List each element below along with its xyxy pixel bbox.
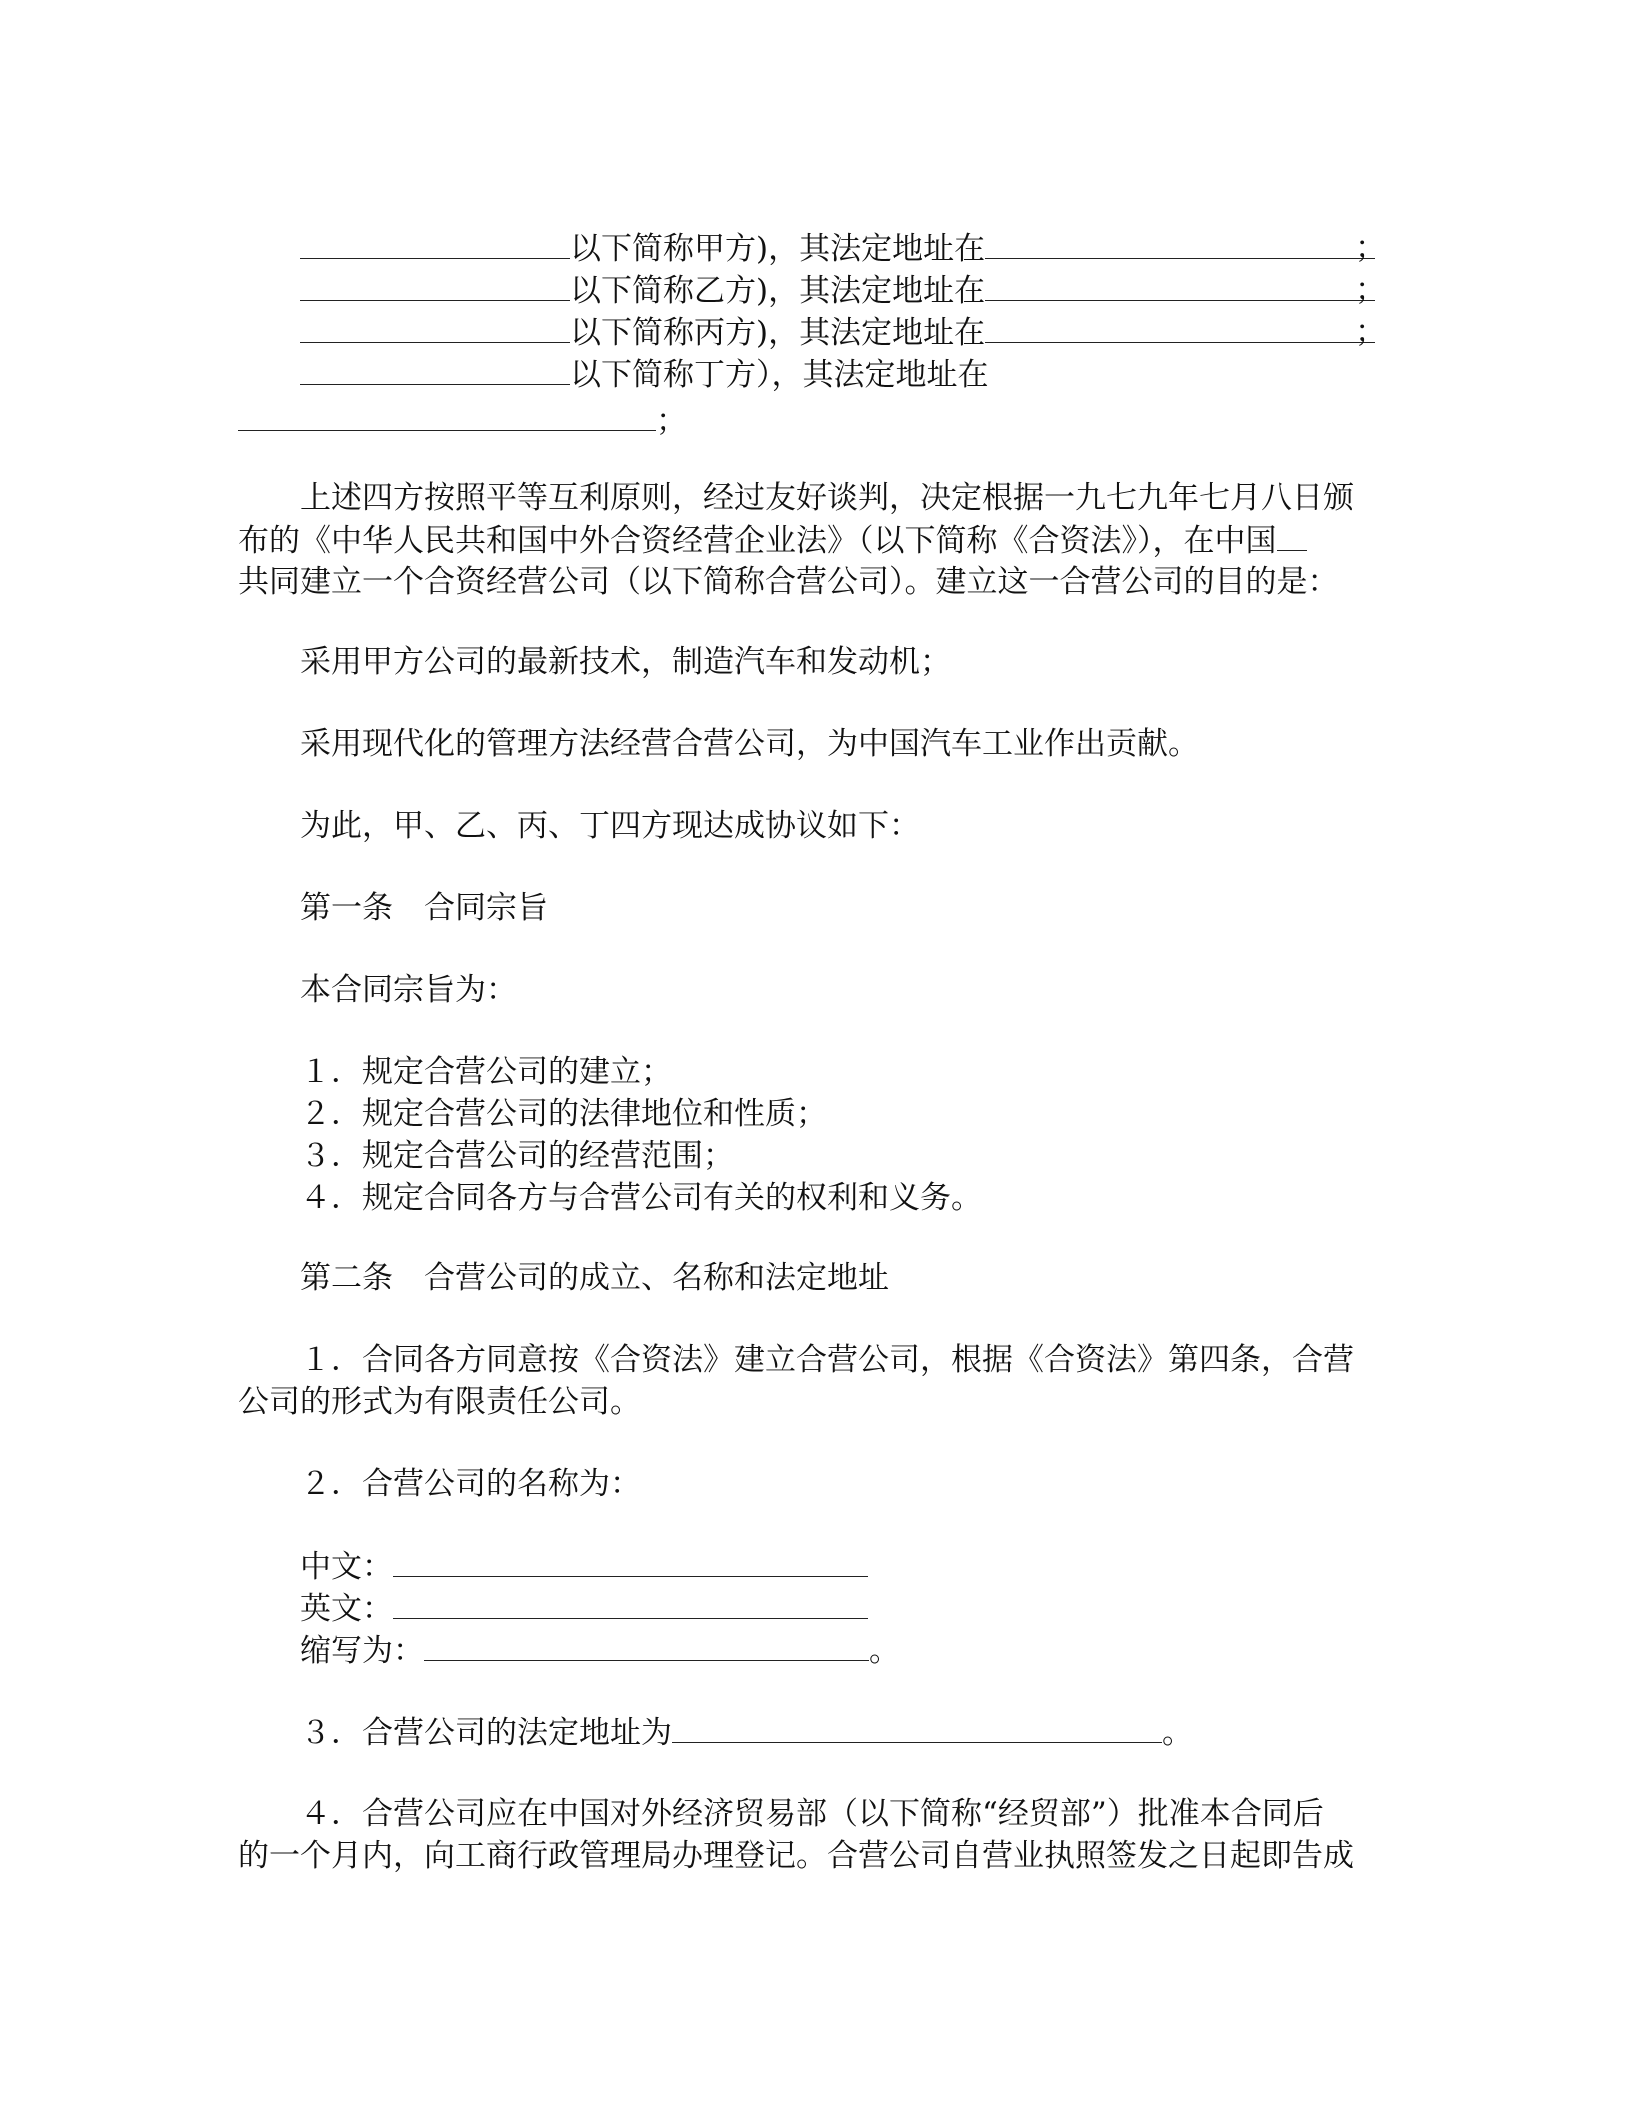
article-2-para-4-line-1: ４．合营公司应在中国对外经济贸易部（以下简称“经贸部”）批准本合同后: [300, 1796, 1324, 1832]
name-abbr-label: 缩写为：: [300, 1633, 424, 1669]
party-c-label: 以下简称丙方)，其法定地址在: [570, 315, 986, 351]
article-2-heading: 第二条 合营公司的成立、名称和法定地址: [300, 1260, 889, 1296]
party-d-address-blank[interactable]: [238, 400, 656, 431]
party-a-name-blank[interactable]: [300, 228, 570, 259]
address-blank[interactable]: [672, 1712, 1162, 1743]
article-1-item-4: ４．规定合同各方与合营公司有关的权利和义务。: [300, 1180, 982, 1216]
name-english-line: [300, 1588, 868, 1628]
party-d-address-line: [238, 400, 687, 440]
article-2-para-2: ２．合营公司的名称为：: [300, 1466, 641, 1502]
purpose-1: 采用甲方公司的最新技术，制造汽车和发动机；: [300, 644, 951, 680]
party-a-address-blank[interactable]: [985, 228, 1375, 259]
purpose-2: 采用现代化的管理方法经营合营公司，为中国汽车工业作出贡献。: [300, 726, 1199, 762]
name-chinese-label: 中文：: [300, 1549, 393, 1585]
name-english-label: 英文：: [300, 1591, 393, 1627]
address-period: 。: [1162, 1715, 1193, 1751]
address-label: ３．合营公司的法定地址为: [300, 1715, 672, 1751]
name-chinese-blank[interactable]: [393, 1546, 868, 1577]
party-c-name-blank[interactable]: [300, 312, 570, 343]
article-1-item-2: ２．规定合营公司的法律地位和性质；: [300, 1096, 827, 1132]
party-b-address-blank[interactable]: [985, 270, 1375, 301]
party-b-name-blank[interactable]: [300, 270, 570, 301]
article-2-para-4-line-2: 的一个月内，向工商行政管理局办理登记。合营公司自营业执照签发之日起即告成: [238, 1838, 1354, 1874]
article-1-intro: 本合同宗旨为：: [300, 972, 517, 1008]
china-location-blank[interactable]: [1277, 520, 1307, 551]
party-d-name-blank[interactable]: [300, 354, 570, 385]
article-2-para-1-line-2: 公司的形式为有限责任公司。: [238, 1384, 641, 1420]
preamble-line-3: 共同建立一个合资经营公司（以下简称合营公司）。建立这一合营公司的目的是：: [238, 564, 1339, 600]
address-line: [300, 1712, 1193, 1752]
party-d-end: ；: [656, 403, 687, 439]
name-chinese-line: [300, 1546, 868, 1586]
party-a-end: ；: [1355, 230, 1386, 266]
name-abbr-line: [300, 1630, 900, 1670]
preamble-line-2-text: 布的《中华人民共和国中外合资经营企业法》（以下简称《合资法》），在中国: [238, 523, 1277, 559]
party-d-label: 以下简称丁方），其法定地址在: [570, 357, 989, 393]
party-c-address-blank[interactable]: [985, 312, 1375, 343]
party-a-label: 以下简称甲方)，其法定地址在: [570, 231, 986, 267]
preamble-line-2: [238, 520, 1307, 560]
party-line-d: [300, 354, 989, 394]
party-line-c: [300, 312, 1375, 352]
party-b-label: 以下简称乙方)，其法定地址在: [570, 273, 986, 309]
article-1-item-3: ３．规定合营公司的经营范围；: [300, 1138, 734, 1174]
party-line-b: [300, 270, 1375, 310]
party-line-a: [300, 228, 1375, 268]
article-1-heading: 第一条 合同宗旨: [300, 890, 548, 926]
article-1-item-1: １．规定合营公司的建立；: [300, 1054, 672, 1090]
name-english-blank[interactable]: [393, 1588, 868, 1619]
agreement-statement: 为此，甲、乙、丙、丁四方现达成协议如下：: [300, 808, 920, 844]
name-abbr-blank[interactable]: [424, 1630, 869, 1661]
preamble-line-1: 上述四方按照平等互利原则，经过友好谈判，决定根据一九七九年七月八日颁: [300, 480, 1354, 516]
article-2-para-1-line-1: １．合同各方同意按《合资法》建立合营公司，根据《合资法》第四条，合营: [300, 1342, 1354, 1378]
party-b-end: ；: [1355, 272, 1386, 308]
party-c-end: ；: [1355, 314, 1386, 350]
name-abbr-period: 。: [869, 1633, 900, 1669]
